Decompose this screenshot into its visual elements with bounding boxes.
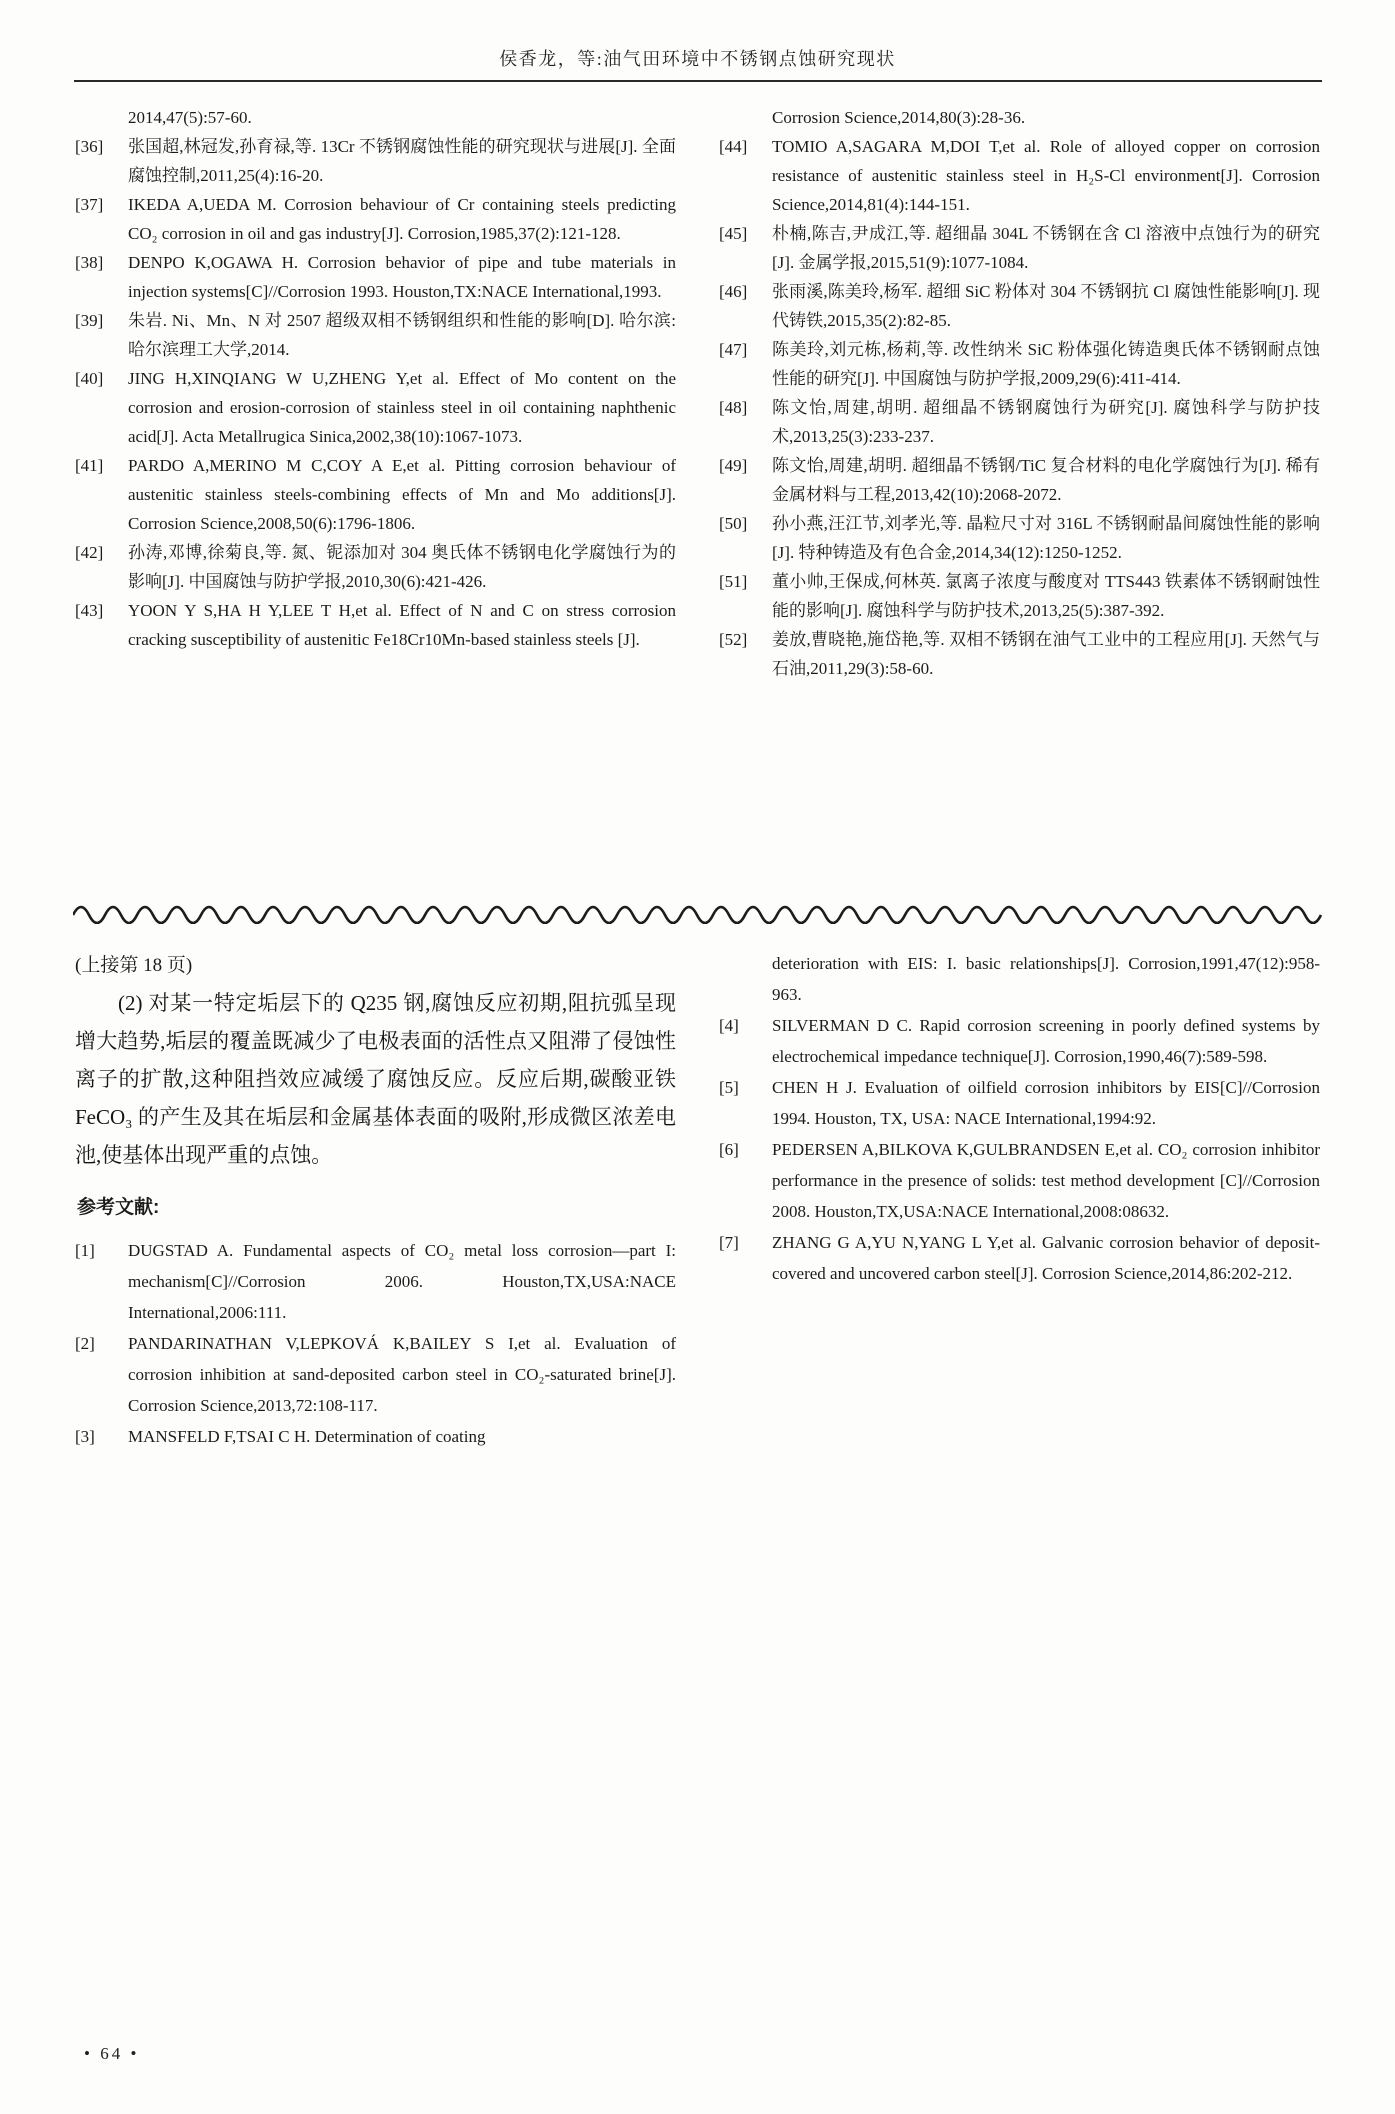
reference-number: [2] xyxy=(75,1334,95,1353)
reference-number: [42] xyxy=(75,543,104,562)
wave-separator-svg xyxy=(73,894,1323,924)
reference-text: 张雨溪,陈美玲,杨军. 超细 SiC 粉体对 304 不锈钢抗 Cl 腐蚀性能影响[J]. 现代铸铁,2015,35(2):82-85. xyxy=(772,282,1320,330)
reference-number: [52] xyxy=(719,630,748,649)
wave-separator-path xyxy=(73,907,1321,923)
reference-item xyxy=(719,219,1320,277)
reference-item xyxy=(75,306,676,364)
continued-from-note: (上接第 18 页) xyxy=(75,955,193,976)
reference-item xyxy=(719,277,1320,335)
reference-text: 姜放,曹晓艳,施岱艳,等. 双相不锈钢在油气工业中的工程应用[J]. 天然气与石油,2011,29(3):58-60. xyxy=(772,630,1320,678)
reference-text: 陈文怡,周建,胡明. 超细晶不锈钢/TiC 复合材料的电化学腐蚀行为[J]. 稀有金属材料与工程,2013,42(10):2068-2072. xyxy=(772,456,1320,504)
reference-number: [3] xyxy=(75,1427,95,1446)
reference-text: 朴楠,陈吉,尹成江,等. 超细晶 304L 不锈钢在含 Cl 溶液中点蚀行为的研究[J]. 金属学报,2015,51(9):1077-1084. xyxy=(772,224,1320,272)
reference-number: [4] xyxy=(719,1016,739,1035)
body-paragraph: (2) 对某一特定垢层下的 Q235 钢,腐蚀反应初期,阻抗弧呈现增大趋势,垢层的覆盖既减少了电极表面的活性点又阻滞了侵蚀性离子的扩散,这种阻挡效应减缓了腐蚀反应。反应后期,碳酸亚铁 FeCO₃ 的产生及其在垢层和金属基体表面的吸附,形成微区浓差电池,使基体出现严重的点蚀。 xyxy=(75,991,676,1167)
reference-text: MANSFELD F,TSAI C H. Determination of coating xyxy=(128,1427,486,1446)
reference-number: [38] xyxy=(75,253,104,272)
reference-number: [39] xyxy=(75,311,104,330)
reference-item xyxy=(719,509,1320,567)
reference-item xyxy=(719,1134,1320,1227)
reference-number: [46] xyxy=(719,282,748,301)
reference-item xyxy=(75,1328,676,1421)
reference-item xyxy=(75,364,676,451)
reference-item xyxy=(75,248,676,306)
reference-number: [40] xyxy=(75,369,104,388)
reference-text: SILVERMAN D C. Rapid corrosion screening in poorly defined systems by electrochemical impedance technique[J]. Corrosion,1990,46(7):589-598. xyxy=(772,1016,1320,1066)
reference-item xyxy=(719,1072,1320,1134)
references-column-bottom-right xyxy=(719,948,1320,1289)
reference-text: 陈文怡,周建,胡明. 超细晶不锈钢腐蚀行为研究[J]. 腐蚀科学与防护技术,2013,25(3):233-237. xyxy=(772,398,1320,446)
reference-item xyxy=(719,567,1320,625)
reference-text: DUGSTAD A. Fundamental aspects of CO₂ metal loss corrosion—part I: mechanism[C]//Corrosion 2006. Houston,TX,USA:NACE International,2006:111. xyxy=(128,1241,676,1322)
reference-item xyxy=(75,190,676,248)
reference-item xyxy=(719,335,1320,393)
reference-item xyxy=(719,451,1320,509)
reference-text: IKEDA A,UEDA M. Corrosion behaviour of Cr containing steels predicting CO₂ corrosion in oil and gas industry[J]. Corrosion,1985,37(2):121-128. xyxy=(128,195,676,243)
reference-item xyxy=(719,1010,1320,1072)
running-head: 侯香龙，等:油气田环境中不锈钢点蚀研究现状 xyxy=(499,49,896,69)
reference-item xyxy=(719,132,1320,219)
reference-text: 2014,47(5):57-60. xyxy=(128,108,252,127)
reference-number: [48] xyxy=(719,398,748,417)
reference-text: 陈美玲,刘元栋,杨莉,等. 改性纳米 SiC 粉体强化铸造奥氏体不锈钢耐点蚀性能的研究[J]. 中国腐蚀与防护学报,2009,29(6):411-414. xyxy=(772,340,1320,388)
reference-text: TOMIO A,SAGARA M,DOI T,et al. Role of alloyed copper on corrosion resistance of austenitic stainless steel in H₂S-Cl environment[J]. Corrosion Science,2014,81(4):144-151. xyxy=(772,137,1320,214)
reference-number: [5] xyxy=(719,1078,739,1097)
footer-page-number: • 64 • xyxy=(84,2044,140,2063)
reference-text: PANDARINATHAN V,LEPKOVÁ K,BAILEY S I,et al. Evaluation of corrosion inhibition at sand-deposited carbon steel in CO₂-saturated brine[J]. Corrosion Science,2013,72:108-117. xyxy=(128,1334,676,1415)
reference-number: [41] xyxy=(75,456,104,475)
references-column-top-right xyxy=(719,103,1320,683)
reference-number: [50] xyxy=(719,514,748,533)
reference-number: [45] xyxy=(719,224,748,243)
reference-number: [43] xyxy=(75,601,104,620)
header-rule xyxy=(74,80,1322,82)
reference-number: [37] xyxy=(75,195,104,214)
reference-text: PEDERSEN A,BILKOVA K,GULBRANDSEN E,et al. CO₂ corrosion inhibitor performance in the presence of solids: test method development [C]//Corrosion 2008. Houston,TX,USA:NACE International,2008:08632. xyxy=(772,1140,1320,1221)
reference-item xyxy=(75,596,676,654)
reference-number: [49] xyxy=(719,456,748,475)
reference-item xyxy=(75,1235,676,1328)
reference-item xyxy=(75,538,676,596)
reference-number: [44] xyxy=(719,137,748,156)
reference-text: JING H,XINQIANG W U,ZHENG Y,et al. Effect of Mo content on the corrosion and erosion-corrosion of stainless steel in oil containing naphthenic acid[J]. Acta Metallrugica Sinica,2002,38(10):1067-1073. xyxy=(128,369,676,446)
reference-text: Corrosion Science,2014,80(3):28-36. xyxy=(772,108,1026,127)
reference-text: 孙涛,邓博,徐菊良,等. 氮、铌添加对 304 奥氏体不锈钢电化学腐蚀行为的影响[J]. 中国腐蚀与防护学报,2010,30(6):421-426. xyxy=(128,543,676,591)
reference-text: DENPO K,OGAWA H. Corrosion behavior of pipe and tube materials in injection systems[C]//Corrosion 1993. Houston,TX:NACE International,1993. xyxy=(128,253,676,301)
reference-text: 朱岩. Ni、Mn、N 对 2507 超级双相不锈钢组织和性能的影响[D]. 哈尔滨:哈尔滨理工大学,2014. xyxy=(128,311,676,359)
reference-item xyxy=(75,132,676,190)
reference-item xyxy=(719,948,1320,1010)
reference-text: PARDO A,MERINO M C,COY A E,et al. Pitting corrosion behaviour of austenitic stainless steels-combining effects of Mn and Mo additions[J]. Corrosion Science,2008,50(6):1796-1806. xyxy=(128,456,676,533)
reference-item xyxy=(719,625,1320,683)
reference-item xyxy=(719,393,1320,451)
reference-number: [47] xyxy=(719,340,748,359)
references-heading: 参考文献: xyxy=(77,1197,160,1218)
references-column-top-left xyxy=(75,103,676,654)
reference-number: [51] xyxy=(719,572,748,591)
reference-text: deterioration with EIS: I. basic relationships[J]. Corrosion,1991,47(12):958-963. xyxy=(772,954,1320,1004)
reference-item xyxy=(75,1421,676,1452)
reference-number: [7] xyxy=(719,1233,739,1252)
reference-item xyxy=(719,1227,1320,1289)
reference-item xyxy=(75,451,676,538)
reference-item xyxy=(75,103,676,132)
reference-text: ZHANG G A,YU N,YANG L Y,et al. Galvanic corrosion behavior of deposit-covered and uncovered carbon steel[J]. Corrosion Science,2014,86:202-212. xyxy=(772,1233,1320,1283)
body-column-bottom-left xyxy=(75,948,676,1452)
reference-text: 张国超,林冠发,孙育禄,等. 13Cr 不锈钢腐蚀性能的研究现状与进展[J]. 全面腐蚀控制,2011,25(4):16-20. xyxy=(128,137,676,185)
reference-item xyxy=(719,103,1320,132)
reference-text: YOON Y S,HA H Y,LEE T H,et al. Effect of N and C on stress corrosion cracking susceptibility of austenitic Fe18Cr10Mn-based stainless steels [J]. xyxy=(128,601,676,649)
reference-number: [6] xyxy=(719,1140,739,1159)
reference-text: CHEN H J. Evaluation of oilfield corrosion inhibitors by EIS[C]//Corrosion 1994. Houston, TX, USA: NACE International,1994:92. xyxy=(772,1078,1320,1128)
reference-number: [1] xyxy=(75,1241,95,1260)
wave-separator xyxy=(73,894,1323,924)
reference-text: 董小帅,王保成,何林英. 氯离子浓度与酸度对 TTS443 铁素体不锈钢耐蚀性能的影响[J]. 腐蚀科学与防护技术,2013,25(5):387-392. xyxy=(772,572,1320,620)
reference-number: [36] xyxy=(75,137,104,156)
reference-text: 孙小燕,汪江节,刘孝光,等. 晶粒尺寸对 316L 不锈钢耐晶间腐蚀性能的影响[J]. 特种铸造及有色合金,2014,34(12):1250-1252. xyxy=(772,514,1320,562)
